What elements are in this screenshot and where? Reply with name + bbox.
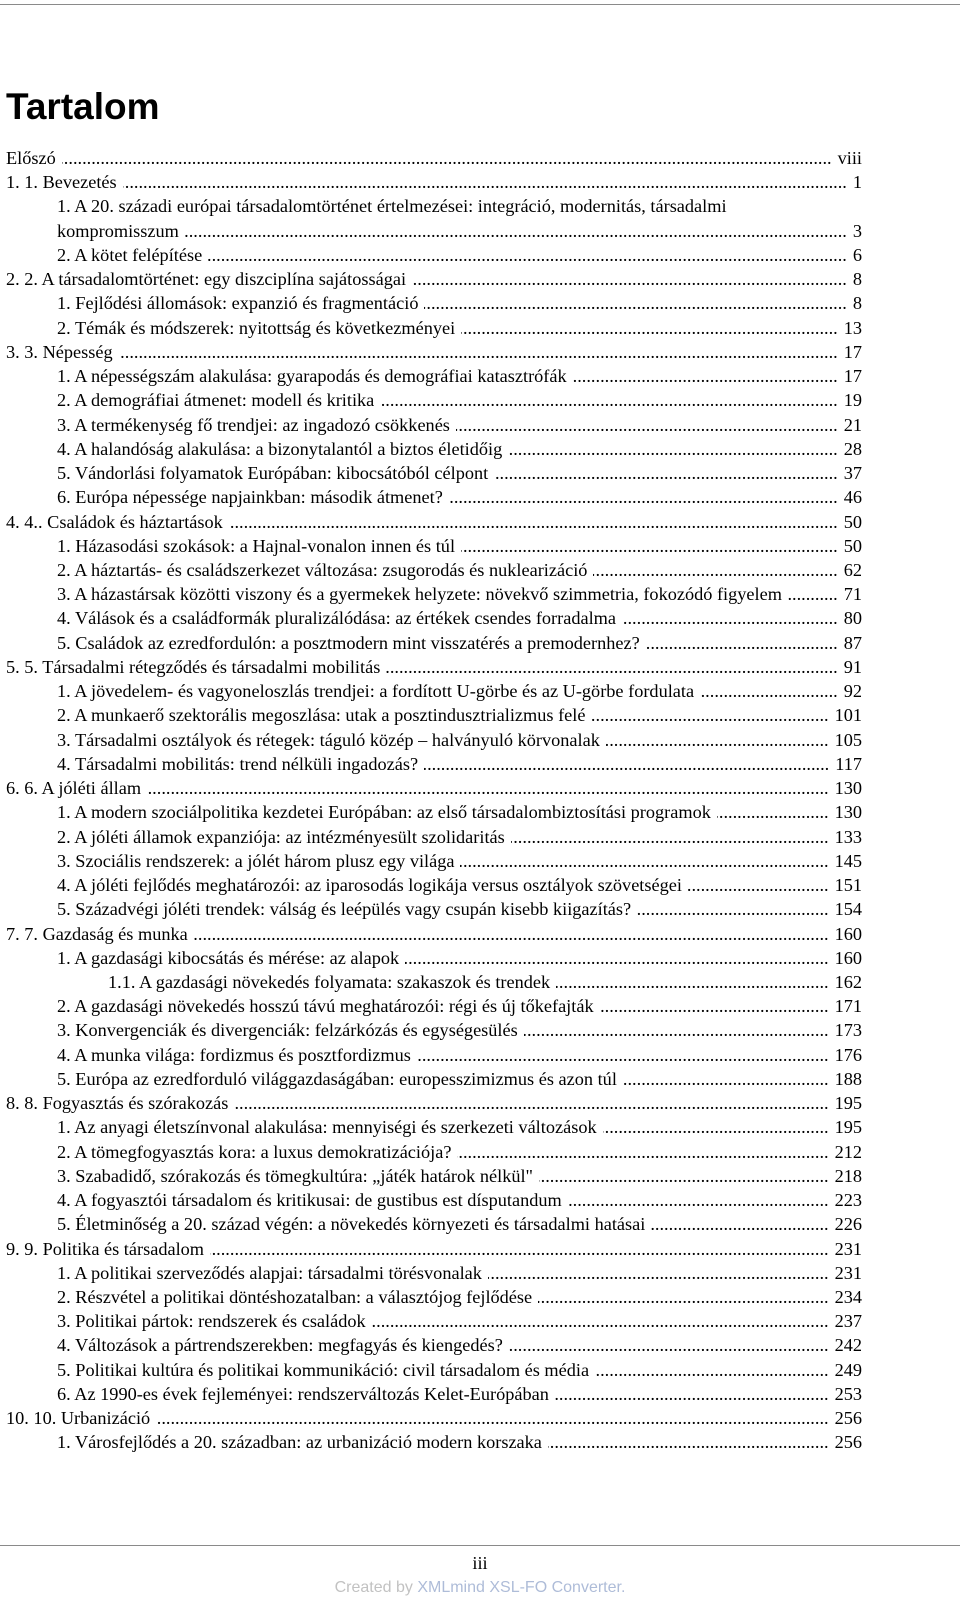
toc-section-entry[interactable]	[6, 194, 862, 242]
toc-entry-title: 5. Életminőség a 20. század végén: a növekedés környezeti és társadalmi hatásai	[57, 1214, 646, 1235]
toc-entry-title: 3. A házastársak közötti viszony és a gyermekek helyzete: növekvő szimmetria, fokozódó figyelem	[57, 584, 782, 605]
toc-chapter-entry[interactable]	[6, 510, 862, 534]
toc-entry-title: 2. A kötet felépítése	[57, 244, 203, 265]
toc-dot-leader	[539, 1164, 829, 1188]
toc-entry-line	[57, 849, 862, 873]
toc-dot-leader	[592, 703, 829, 727]
toc-dot-leader	[412, 267, 847, 291]
toc-entry-line	[57, 1164, 862, 1188]
toc-dot-leader	[600, 994, 829, 1018]
toc-entry-title: 1. Fejlődési állomások: expanzió és fragmentáció	[57, 293, 419, 314]
toc-section-entry[interactable]	[6, 825, 862, 849]
toc-chapter-entry[interactable]	[6, 170, 862, 194]
toc-entry-page: 101	[834, 705, 862, 726]
toc-entry-title: 3. Politikai pártok: rendszerek és családok	[57, 1311, 366, 1332]
toc-section-entry[interactable]	[6, 970, 862, 994]
toc-section-entry[interactable]	[6, 243, 862, 267]
toc-entry-page: 130	[834, 802, 862, 823]
toc-entry-page: 195	[834, 1117, 862, 1138]
toc-chapter-entry[interactable]	[6, 146, 862, 170]
toc-dot-leader	[623, 1067, 829, 1091]
toc-entry-line	[57, 1018, 862, 1042]
toc-entry-title: 5. Európa az ezredforduló világgazdaságában: europesszimizmus és azon túl	[57, 1068, 617, 1089]
toc-entry-line	[6, 510, 862, 534]
toc-chapter-entry[interactable]	[6, 340, 862, 364]
toc-chapter-entry[interactable]	[6, 1406, 862, 1430]
toc-dot-leader	[194, 922, 829, 946]
toc-entry-title: 9. 9. Politika és társadalom	[6, 1238, 205, 1259]
toc-dot-leader	[494, 461, 838, 485]
toc-entry-line	[57, 364, 862, 388]
toc-dot-leader	[788, 582, 838, 606]
toc-entry-line	[57, 1261, 862, 1285]
toc-entry-line	[6, 1091, 862, 1115]
toc-dot-leader	[538, 1285, 828, 1309]
toc-entry-title: 5. Politikai kultúra és politikai kommunikáció: civil társadalom és média	[57, 1359, 590, 1380]
toc-entry-page: 256	[834, 1408, 862, 1429]
toc-entry-line	[57, 1285, 862, 1309]
toc-dot-leader	[568, 1188, 829, 1212]
toc-entry-line	[57, 534, 862, 558]
toc-entry-page: 223	[834, 1190, 862, 1211]
toc-entry-line	[57, 703, 862, 727]
toc-entry-title: 2. A demográfiai átmenet: modell és kritika	[57, 390, 375, 411]
toc-dot-leader	[210, 1237, 829, 1261]
header-rule	[0, 4, 960, 5]
toc-section-entry[interactable]	[6, 631, 862, 655]
toc-dot-leader	[386, 655, 837, 679]
toc-entry-line	[57, 461, 862, 485]
toc-entry-page: 226	[834, 1214, 862, 1235]
toc-entry-page: 37	[843, 463, 862, 484]
toc-entry-page: 249	[834, 1359, 862, 1380]
toc-chapter-entry[interactable]	[6, 922, 862, 946]
toc-dot-leader	[457, 1140, 828, 1164]
watermark-converter-link[interactable]: XMLmind XSL-FO Converter.	[417, 1579, 626, 1596]
toc-entry-title: 4. 4.. Családok és háztartások	[6, 511, 223, 532]
toc-entry-line	[108, 970, 862, 994]
toc-entry-page: 62	[843, 559, 862, 580]
toc-dot-leader	[606, 728, 829, 752]
toc-entry-title: 4. A halandóság alakulása: a bizonytalantól a biztos életidőig	[57, 438, 503, 459]
toc-entry-line	[57, 437, 862, 461]
toc-entry-line	[57, 825, 862, 849]
toc-entry-page: 92	[843, 681, 862, 702]
toc-entry-page: 46	[843, 487, 862, 508]
toc-entry-title: 7. 7. Gazdaság és munka	[6, 923, 188, 944]
toc-entry-title: 1. A modern szociálpolitika kezdetei Európában: az első társadalombiztosítási programok	[57, 802, 711, 823]
toc-entry-page: 160	[834, 923, 862, 944]
toc-entry-title: 3. 3. Népesség	[6, 341, 113, 362]
toc-dot-leader	[646, 631, 838, 655]
toc-entry-line	[57, 679, 862, 703]
toc-section-entry[interactable]	[6, 897, 862, 921]
toc-entry-line	[57, 752, 862, 776]
toc-section-entry[interactable]	[6, 752, 862, 776]
toc-entry-line	[57, 994, 862, 1018]
toc-entry-line	[57, 1043, 862, 1067]
toc-entry-line	[57, 219, 862, 243]
toc-dot-leader	[573, 364, 838, 388]
toc-dot-leader	[556, 970, 828, 994]
toc-entry-line	[57, 485, 862, 509]
toc-entry-page: 154	[834, 899, 862, 920]
toc-entry-title: 3. A termékenység fő trendjei: az ingadozó csökkenés	[57, 414, 450, 435]
toc-entry-page: 105	[834, 729, 862, 750]
toc-dot-leader	[622, 606, 838, 630]
toc-dot-leader	[637, 897, 828, 921]
toc-entry-line	[6, 655, 862, 679]
toc-entry-title: 1. Városfejlődés a 20. században: az urbanizáció modern korszaka	[57, 1432, 542, 1453]
toc-entry-line	[57, 946, 862, 970]
toc-section-entry[interactable]	[6, 849, 862, 873]
toc-entry-line	[57, 1115, 862, 1139]
toc-entry-page: 8	[852, 293, 862, 314]
toc-entry-title: 6. Az 1990-es évek fejleményei: rendszerváltozás Kelet-Európában	[57, 1383, 549, 1404]
toc-entry-title: 4. A fogyasztói társadalom és kritikusai: de gustibus est dísputandum	[57, 1190, 562, 1211]
toc-dot-leader	[511, 825, 829, 849]
toc-dot-leader	[456, 413, 838, 437]
toc-dot-leader	[508, 437, 837, 461]
toc-entry-title: 5. Családok az ezredfordulón: a posztmodern mint visszatérés a premodernhez?	[57, 632, 640, 653]
toc-section-entry[interactable]	[6, 1285, 862, 1309]
toc-entry-title: 3. Szociális rendszerek: a jólét három plusz egy világa	[57, 850, 455, 871]
toc-entry-line	[57, 1212, 862, 1236]
toc-entry-title: 4. A jóléti fejlődés meghatározói: az iparosodás logikája versus osztályok szövetségei	[57, 875, 682, 896]
toc-entry-page: 145	[834, 850, 862, 871]
toc-section-entry[interactable]	[6, 1164, 862, 1188]
toc-section-entry[interactable]	[6, 485, 862, 509]
toc-entry-page: 80	[843, 608, 862, 629]
toc-dot-leader	[524, 1018, 829, 1042]
toc-dot-leader	[147, 776, 829, 800]
toc-chapter-entry[interactable]	[6, 1091, 862, 1115]
toc-dot-leader	[119, 340, 838, 364]
toc-dot-leader	[548, 1430, 829, 1454]
toc-section-entry[interactable]	[6, 364, 862, 388]
toc-entry-line	[57, 1067, 862, 1091]
toc-entry-line	[57, 243, 862, 267]
toc-section-entry[interactable]	[6, 728, 862, 752]
toc-section-entry[interactable]	[6, 1309, 862, 1333]
toc-dot-leader	[62, 146, 832, 170]
toc-entry-title: 2. A gazdasági növekedés hosszú távú meghatározói: régi és új tőkefajták	[57, 996, 594, 1017]
toc-entry-title: 3. Társadalmi osztályok és rétegek: táguló közép – halványuló körvonalak	[57, 729, 600, 750]
toc-entry-page: 176	[834, 1044, 862, 1065]
toc-entry-line	[57, 1188, 862, 1212]
page-number: iii	[472, 1553, 488, 1573]
toc-entry-line	[57, 1382, 862, 1406]
toc-entry-line	[57, 582, 862, 606]
toc-entry-page: 151	[834, 875, 862, 896]
toc-chapter-entry[interactable]	[6, 655, 862, 679]
watermark-created-by: Created by	[334, 1579, 413, 1596]
toc-entry-title: 4. A munka világa: fordizmus és posztfordizmus	[57, 1044, 411, 1065]
toc-section-entry[interactable]	[6, 558, 862, 582]
toc-section-entry[interactable]	[6, 679, 862, 703]
toc-entry-page: 195	[834, 1093, 862, 1114]
toc-entry-page: 19	[843, 390, 862, 411]
toc-entry-title: 1. Az anyagi életszínvonal alakulása: mennyiségi és szerkezeti változások	[57, 1117, 597, 1138]
toc-entry-title: 5. Vándorlási folyamatok Európában: kibocsátóból célpont	[57, 463, 489, 484]
toc-dot-leader	[123, 170, 847, 194]
toc-dot-leader	[424, 752, 829, 776]
toc-entry-title: 2. A jóléti államok expanziója: az intézményesült szolidaritás	[57, 826, 505, 847]
toc-entry-title: 4. Változások a pártrendszerekben: megfagyás és kiengedés?	[57, 1335, 503, 1356]
toc-entry-line	[6, 340, 862, 364]
toc-entry-page: 212	[834, 1141, 862, 1162]
toc-entry-line	[57, 1309, 862, 1333]
toc-entry-title: kompromisszum	[57, 220, 179, 241]
toc-section-entry[interactable]	[6, 437, 862, 461]
toc-entry-title: 2. 2. A társadalomtörténet: egy diszciplína sajátosságai	[6, 269, 407, 290]
toc-entry-page: 231	[834, 1262, 862, 1283]
toc-entry-line	[57, 1430, 862, 1454]
toc-dot-leader	[405, 946, 828, 970]
toc-entry-page: 21	[843, 414, 862, 435]
toc-entry-line	[57, 558, 862, 582]
toc-dot-leader	[208, 243, 847, 267]
toc-section-entry[interactable]	[6, 582, 862, 606]
converter-watermark	[0, 1578, 960, 1598]
toc-entry-page: 3	[852, 220, 862, 241]
toc-entry-title: 4. Válások és a családformák pluralizálódása: az értékek csendes forradalma	[57, 608, 617, 629]
toc-entry-page: 242	[834, 1335, 862, 1356]
toc-entry-line	[57, 291, 862, 315]
toc-dot-leader	[424, 291, 846, 315]
toc-entry-line	[6, 267, 862, 291]
toc-entry-page: viii	[837, 148, 862, 168]
toc-dot-leader	[156, 1406, 828, 1430]
toc-section-entry[interactable]	[6, 946, 862, 970]
toc-entry-page: 1	[852, 172, 862, 193]
toc-entry-title: 6. 6. A jóléti állam	[6, 778, 142, 799]
toc-entry-line	[57, 194, 862, 218]
toc-dot-leader	[417, 1043, 829, 1067]
toc-entry-page: 237	[834, 1311, 862, 1332]
toc-entry-title: 2. A tömegfogyasztás kora: a luxus demokratizációja?	[57, 1141, 452, 1162]
toc-entry-line	[57, 800, 862, 824]
toc-dot-leader	[185, 219, 847, 243]
toc-dot-leader	[234, 1091, 828, 1115]
toc-entry-page: 253	[834, 1383, 862, 1404]
toc-entry-line	[6, 1406, 862, 1430]
toc-entry-title: 10. 10. Urbanizáció	[6, 1408, 151, 1429]
toc-dot-leader	[488, 1261, 829, 1285]
toc-section-entry[interactable]	[6, 1358, 862, 1382]
toc-entry-line	[6, 170, 862, 194]
toc-entry-title: 5. 5. Társadalmi rétegződés és társadalmi mobilitás	[6, 656, 381, 677]
toc-entry-title: 1. A népességszám alakulása: gyarapodás és demográfiai katasztrófák	[57, 366, 567, 387]
toc-entry-line	[57, 1333, 862, 1357]
toc-entry-line	[57, 631, 862, 655]
toc-entry-title: 1. A jövedelem- és vagyoneloszlás trendjei: a fordított U-görbe és az U-görbe fordulata	[57, 681, 695, 702]
toc-entry-page: 50	[843, 511, 862, 532]
toc-dot-leader	[593, 558, 837, 582]
toc-entry-title: 2. Részvétel a politikai döntéshozatalban: a választójog fejlődése	[57, 1287, 533, 1308]
toc-entry-title: 8. 8. Fogyasztás és szórakozás	[6, 1093, 229, 1114]
toc-section-entry[interactable]	[6, 703, 862, 727]
toc-entry-line	[6, 146, 862, 170]
toc-section-entry[interactable]	[6, 606, 862, 630]
toc-entry-page: 231	[834, 1238, 862, 1259]
toc-dot-leader	[603, 1115, 829, 1139]
toc-entry-title: 2. A háztartás- és családszerkezet változása: zsugorodás és nuklearizáció	[57, 559, 588, 580]
toc-section-entry[interactable]	[6, 1333, 862, 1357]
toc-entry-page: 162	[834, 971, 862, 992]
toc-dot-leader	[460, 849, 828, 873]
toc-dot-leader	[688, 873, 829, 897]
toc-section-entry[interactable]	[6, 1188, 862, 1212]
toc-section-entry[interactable]	[6, 800, 862, 824]
toc-chapter-entry[interactable]	[6, 776, 862, 800]
toc-entry-page: 160	[834, 947, 862, 968]
toc-entry-line	[6, 776, 862, 800]
toc-entry-page: 133	[834, 826, 862, 847]
toc-chapter-entry[interactable]	[6, 267, 862, 291]
toc-entry-page: 91	[843, 656, 862, 677]
toc-entry-line	[57, 606, 862, 630]
toc-entry-page: 188	[834, 1068, 862, 1089]
toc-entry-page: 218	[834, 1165, 862, 1186]
toc-section-entry[interactable]	[6, 1115, 862, 1139]
toc-dot-leader	[595, 1358, 828, 1382]
toc-section-entry[interactable]	[6, 994, 862, 1018]
toc-entry-page: 28	[843, 438, 862, 459]
footer-rule	[0, 1545, 960, 1546]
toc-section-entry[interactable]	[6, 1382, 862, 1406]
toc-chapter-entry[interactable]	[6, 1237, 862, 1261]
toc-section-entry[interactable]	[6, 1261, 862, 1285]
toc-entry-page: 234	[834, 1287, 862, 1308]
toc-entry-title: 1. A gazdasági kibocsátás és mérése: az alapok	[57, 947, 400, 968]
toc-dot-leader	[717, 800, 829, 824]
toc-section-entry[interactable]	[6, 1043, 862, 1067]
toc-entry-line	[57, 1140, 862, 1164]
toc-entry-page: 13	[843, 317, 862, 338]
toc-section-entry[interactable]	[6, 461, 862, 485]
toc-entry-page: 17	[843, 366, 862, 387]
toc-section-entry[interactable]	[6, 316, 862, 340]
toc-dot-leader	[380, 388, 837, 412]
toc-entry-title: 4. Társadalmi mobilitás: trend nélküli ingadozás?	[57, 753, 419, 774]
toc-entry-line	[6, 922, 862, 946]
toc-entry-page: 71	[843, 584, 862, 605]
table-of-contents	[6, 146, 862, 1455]
toc-entry-title: 1. A politikai szerveződés alapjai: társadalmi törésvonalak	[57, 1262, 482, 1283]
toc-section-entry[interactable]	[6, 1212, 862, 1236]
toc-entry-title: 6. Európa népessége napjainkban: második átmenet?	[57, 487, 443, 508]
toc-entry-line	[57, 728, 862, 752]
toc-dot-leader	[229, 510, 838, 534]
toc-entry-page: 130	[834, 778, 862, 799]
toc-entry-title: 2. Témák és módszerek: nyitottság és következményei	[57, 317, 456, 338]
toc-dot-leader	[651, 1212, 828, 1236]
toc-entry-line	[57, 388, 862, 412]
toc-entry-line	[57, 413, 862, 437]
toc-section-entry[interactable]	[6, 291, 862, 315]
toc-entry-page: 17	[843, 341, 862, 362]
toc-section-entry[interactable]	[6, 1140, 862, 1164]
toc-entry-title: 5. Századvégi jóléti trendek: válság és leépülés vagy csupán kisebb kiigazítás?	[57, 899, 632, 920]
toc-dot-leader	[700, 679, 838, 703]
toc-dot-leader	[461, 316, 838, 340]
toc-entry-title: 3. Szabadidő, szórakozás és tömegkultúra: „játék határok nélkül"	[57, 1165, 534, 1186]
toc-entry-title: Előszó	[6, 148, 56, 168]
toc-entry-page: 6	[852, 244, 862, 265]
toc-section-entry[interactable]	[6, 873, 862, 897]
toc-dot-leader	[461, 534, 838, 558]
toc-entry-title: 3. Konvergenciák és divergenciák: felzárkózás és egységesülés	[57, 1020, 518, 1041]
toc-heading: Tartalom	[6, 86, 160, 127]
toc-entry-page: 50	[843, 535, 862, 556]
toc-dot-leader	[555, 1382, 829, 1406]
toc-dot-leader	[509, 1333, 829, 1357]
toc-section-entry[interactable]	[6, 534, 862, 558]
toc-entry-page: 256	[834, 1432, 862, 1453]
toc-entry-line	[57, 316, 862, 340]
toc-entry-page: 173	[834, 1020, 862, 1041]
toc-entry-title: 2. A munkaerő szektorális megoszlása: utak a posztindusztrializmus felé	[57, 705, 586, 726]
toc-entry-line	[57, 873, 862, 897]
toc-entry-page: 87	[843, 632, 862, 653]
toc-dot-leader	[372, 1309, 829, 1333]
toc-dot-leader	[449, 485, 838, 509]
toc-section-entry[interactable]	[6, 1067, 862, 1091]
toc-entry-title: 1.1. A gazdasági növekedés folyamata: szakaszok és trendek	[108, 971, 551, 992]
toc-section-entry[interactable]	[6, 1430, 862, 1454]
toc-entry-line	[57, 1358, 862, 1382]
toc-entry-page: 171	[834, 996, 862, 1017]
toc-entry-line	[6, 1237, 862, 1261]
toc-entry-line	[57, 897, 862, 921]
toc-entry-title: 1. 1. Bevezetés	[6, 172, 117, 193]
toc-section-entry[interactable]	[6, 1018, 862, 1042]
toc-entry-page: 117	[835, 753, 862, 774]
toc-section-entry[interactable]	[6, 413, 862, 437]
toc-entry-title: 1. A 20. századi európai társadalomtörténet értelmezései: integráció, modernitás, társadalmi	[57, 196, 727, 217]
toc-entry-page: 8	[852, 269, 862, 290]
toc-entry-title: 1. Házasodási szokások: a Hajnal-vonalon innen és túl	[57, 535, 456, 556]
toc-section-entry[interactable]	[6, 388, 862, 412]
